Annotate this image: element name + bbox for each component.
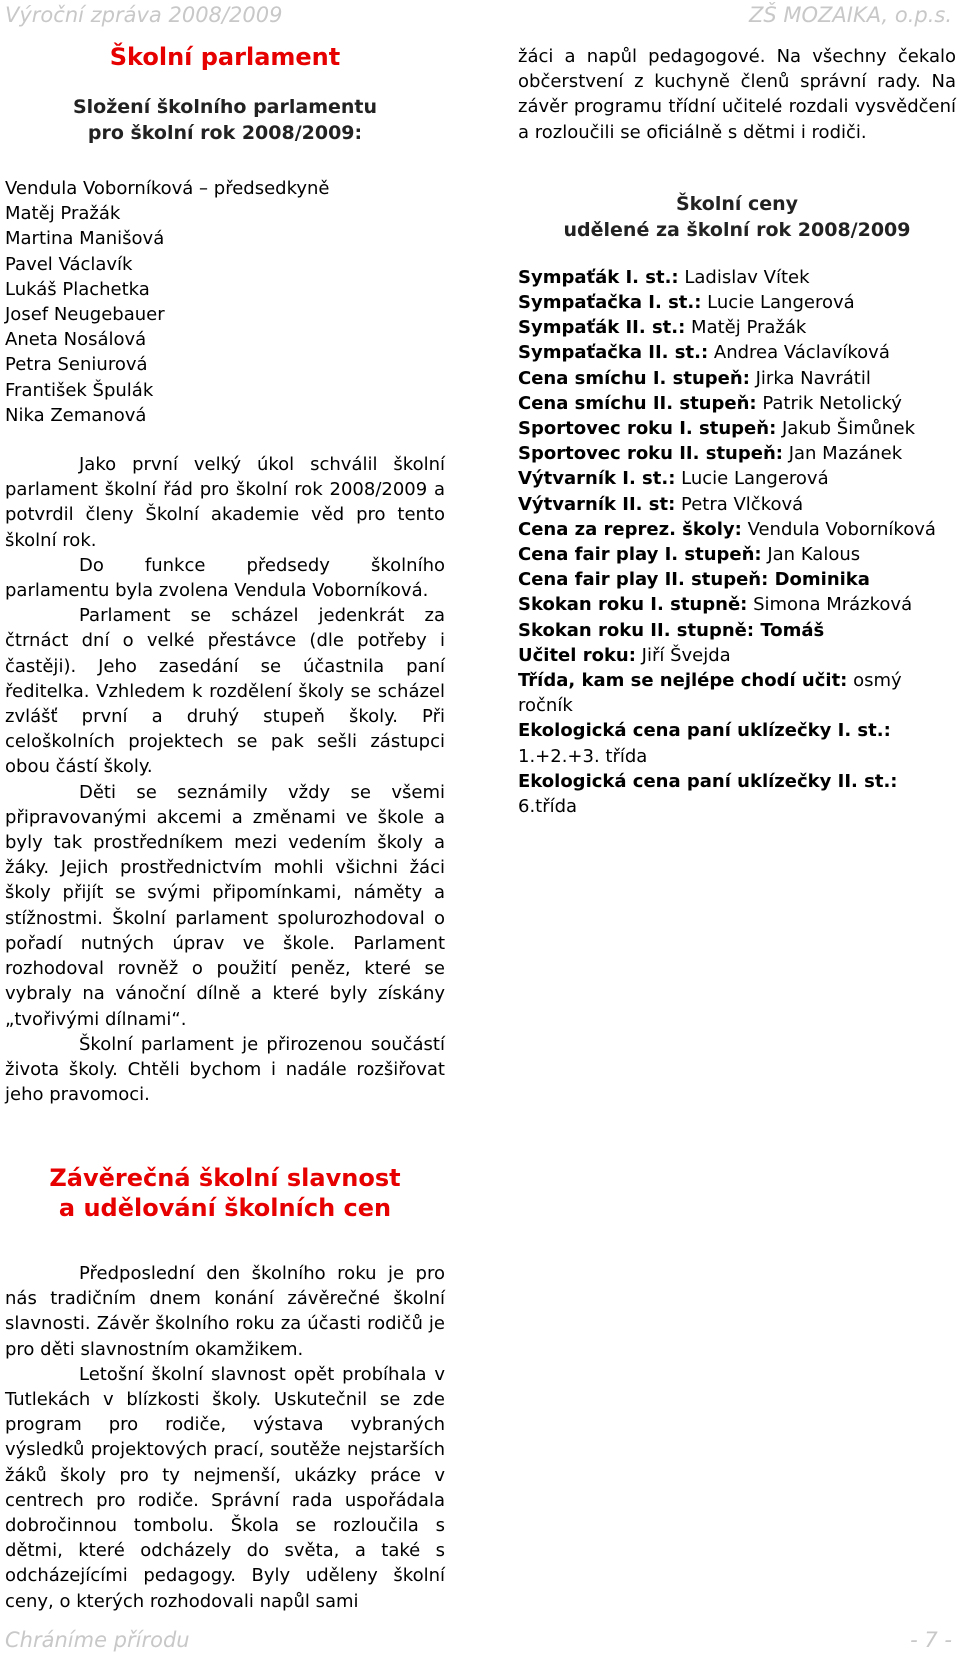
prize-label: Cena fair play I. stupeň: bbox=[518, 544, 762, 566]
member-item: František Špulák bbox=[5, 379, 154, 401]
parliament-paragraph: Parlament se scházel jedenkrát za čtrnáct dní o velké přestávce (dle potřeby i častěji). Jeho zasedání se účastnila paní ředitelka. Vzhledem k rozdělení školy se scházel zvlášť první a druhý stupeň školy. Při celoškolních projektech se pak sešli zástupci obou částí školy. bbox=[5, 605, 445, 778]
prize-label: Ekologická cena paní uklízečky II. st.: bbox=[518, 770, 898, 792]
prize-value: 1.+2.+3. třída bbox=[518, 745, 648, 767]
prize-item bbox=[518, 542, 956, 567]
prize-value: Petra Vlčková bbox=[675, 493, 804, 515]
prize-item bbox=[518, 315, 956, 340]
prize-item bbox=[518, 567, 956, 592]
prize-item bbox=[518, 769, 956, 819]
prize-value: Jiří Švejda bbox=[635, 644, 731, 666]
parliament-subtitle-line2: pro školní rok 2008/2009: bbox=[87, 122, 363, 144]
member-item: Martina Manišová bbox=[5, 228, 165, 250]
ceremony-continuation: žáci a napůl pedagogové. Na všechny čekalo občerstvení z kuchyně členů správní rady. Na závěr programu třídní učitelé rozdali vysvědčení a rozloučili se oficiálně s dětmi i rodiči. bbox=[518, 46, 956, 143]
member-item: Nika Zemanová bbox=[5, 404, 147, 426]
prize-label: Sportovec roku I. stupeň: bbox=[518, 418, 777, 440]
prize-value: Ladislav Vítek bbox=[678, 266, 810, 288]
member-item: Josef Neugebauer bbox=[5, 304, 165, 326]
member-item: Matěj Pražák bbox=[5, 203, 121, 225]
prize-value: Jirka Navrátil bbox=[749, 367, 871, 389]
member-item: Petra Seniurová bbox=[5, 354, 148, 376]
footer-motto: Chráníme přírodu bbox=[5, 1628, 190, 1652]
member-item: Vendula Voborníková – předsedkyně bbox=[5, 178, 330, 199]
prize-label: Sportovec roku II. stupeň: bbox=[518, 443, 783, 465]
prize-label: Ekologická cena paní uklízečky I. st.: bbox=[518, 720, 891, 742]
prize-label: Cena za reprez. školy: bbox=[518, 518, 742, 540]
prizes-list bbox=[518, 265, 956, 819]
prize-item bbox=[518, 592, 956, 617]
prize-item bbox=[518, 718, 956, 768]
prize-label: Výtvarník I. st.: bbox=[518, 468, 676, 490]
prize-value: Simona Mrázková bbox=[747, 594, 913, 616]
prize-value: Lucie Langerová bbox=[701, 292, 855, 314]
parliament-paragraph: Jako první velký úkol schválil školní parlament školní řád pro školní rok 2008/2009 a potvrdil členy Školní akademie věd pro tento školní rok. bbox=[5, 454, 445, 551]
parliament-paragraph: Děti se seznámily vždy se všemi připravovanými akcemi a změnami ve škole a byly tak prostředníkem mezi vedením školy a žáky. Jejich prostřednictvím mohli všichni žáci školy přijít se svými připomínkami, náměty a stížnostmi. Školní parlament spolurozhodoval o pořadí nutných úprav ve škole. Parlament rozhodoval rovněž o použití peněz, které se vybraly na vánoční dílně a které byly získány „tvořivými dílnami“. bbox=[5, 781, 445, 1030]
prize-item bbox=[518, 517, 956, 542]
ceremony-section bbox=[5, 1163, 445, 1614]
page-number: - 7 - bbox=[910, 1628, 952, 1652]
prize-value: Jan Mazánek bbox=[782, 443, 903, 465]
prize-label: Výtvarník II. st: bbox=[518, 493, 676, 515]
prize-label: Sympaťák II. st.: bbox=[518, 317, 686, 339]
parliament-subtitle-line1: Složení školního parlamentu bbox=[72, 96, 378, 118]
prize-item bbox=[518, 618, 956, 643]
ceremony-paragraph: Předposlední den školního roku je pro nás tradičním dnem konání závěrečné školní slavnosti. Závěr školního roku za účasti rodičů je pro děti slavnostním okamžikem. bbox=[5, 1263, 445, 1360]
prize-item bbox=[518, 492, 956, 517]
prize-label: Cena fair play II. stupeň: Dominika bbox=[518, 569, 870, 591]
prize-item bbox=[518, 391, 956, 416]
prize-value: Jakub Šimůnek bbox=[776, 418, 916, 440]
prize-value: Andrea Václavíková bbox=[708, 342, 890, 364]
prize-value: Vendula Voborníková bbox=[741, 518, 936, 540]
member-item: Aneta Nosálová bbox=[5, 329, 147, 351]
prizes-title-line1: Školní ceny bbox=[675, 192, 799, 215]
page-header bbox=[5, 3, 952, 29]
member-item: Pavel Václavík bbox=[5, 253, 133, 275]
ceremony-title-line1: Závěrečná školní slavnost bbox=[49, 1164, 401, 1192]
prize-value: 6.třída bbox=[518, 796, 578, 818]
ceremony-title-line2: a udělování školních cen bbox=[58, 1194, 392, 1222]
prize-label: Sympaťačka I. st.: bbox=[518, 292, 702, 314]
prize-label: Třída, kam se nejlépe chodí učit: bbox=[518, 670, 848, 692]
page-footer bbox=[5, 1628, 952, 1654]
prize-value: Jan Kalous bbox=[761, 544, 861, 566]
ceremony-paragraph: Letošní školní slavnost opět probíhala v Tutlekách v blízkosti školy. Uskutečnil se zde program pro rodiče, výstava vybraných výsledků projektových prací, soutěže nejstarších žáků školy pro ty nejmenší, ukázky práce v centrech pro rodiče. Správní rada uspořádala dobročinnou tombolu. Škola se rozloučila s dětmi, které odcházely do světa, a také s odcházejícími pedagogy. Byly uděleny školní ceny, o kterých rozhodovali napůl sami bbox=[5, 1363, 445, 1612]
header-title: Výroční zpráva 2008/2009 bbox=[5, 3, 283, 27]
prize-label: Sympaťačka II. st.: bbox=[518, 342, 709, 364]
right-column bbox=[518, 44, 956, 819]
header-school: ZŠ MOZAIKA, o.p.s. bbox=[748, 3, 952, 27]
prize-item bbox=[518, 340, 956, 365]
prize-item bbox=[518, 265, 956, 290]
prize-item bbox=[518, 668, 956, 718]
prize-label: Skokan roku I. stupně: bbox=[518, 594, 748, 616]
members-list bbox=[5, 176, 445, 428]
prize-value: Patrik Netolický bbox=[756, 392, 902, 414]
parliament-paragraph: Do funkce předsedy školního parlamentu byla zvolena Vendula Voborníková. bbox=[5, 554, 445, 602]
prize-label: Učitel roku: bbox=[518, 644, 636, 666]
prize-label: Skokan roku II. stupně: Tomáš bbox=[518, 619, 825, 641]
prize-label: Cena smíchu II. stupeň: bbox=[518, 392, 757, 414]
prizes-title-line2: udělené za školní rok 2008/2009 bbox=[563, 218, 911, 241]
prize-item bbox=[518, 290, 956, 315]
prize-item bbox=[518, 466, 956, 491]
prize-item bbox=[518, 643, 956, 668]
prize-label: Cena smíchu I. stupeň: bbox=[518, 367, 750, 389]
prize-value: Lucie Langerová bbox=[675, 468, 829, 490]
prize-value: Matěj Pražák bbox=[685, 317, 807, 339]
prize-item bbox=[518, 441, 956, 466]
prize-item bbox=[518, 416, 956, 441]
member-item: Lukáš Plachetka bbox=[5, 278, 150, 300]
parliament-section bbox=[5, 42, 445, 1107]
prize-value: osmý ročník bbox=[518, 670, 902, 717]
parliament-title: Školní parlament bbox=[109, 43, 341, 71]
prize-label: Sympaťák I. st.: bbox=[518, 266, 679, 288]
parliament-paragraph: Školní parlament je přirozenou součástí života školy. Chtěli bychom i nadále rozšiřovat jeho pravomoci. bbox=[5, 1033, 445, 1106]
prize-item bbox=[518, 366, 956, 391]
